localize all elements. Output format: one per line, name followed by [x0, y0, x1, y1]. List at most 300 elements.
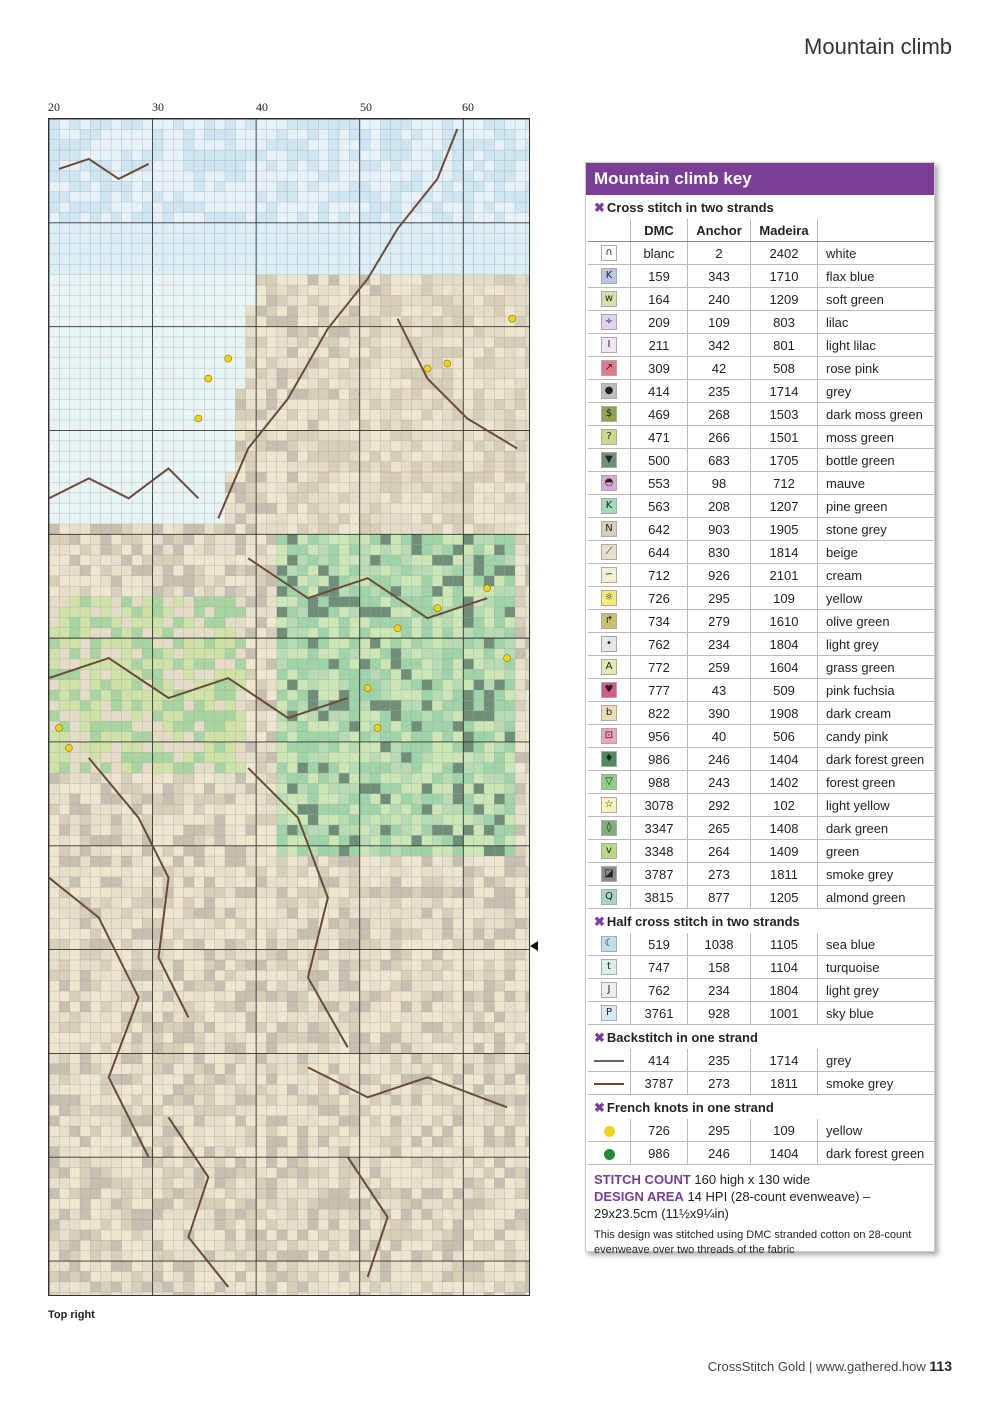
stitch-count — [586, 1165, 934, 1222]
anchor-code: 235 — [688, 1049, 751, 1072]
madeira-code: 508 — [751, 357, 818, 380]
madeira-code: 1705 — [751, 449, 818, 472]
symbol-swatch: K — [601, 268, 617, 284]
dmc-code: 822 — [631, 702, 688, 725]
colour-name: dark moss green — [818, 403, 935, 426]
key-row — [588, 472, 934, 495]
dmc-code: 712 — [631, 564, 688, 587]
key-row — [588, 495, 934, 518]
madeira-code: 1207 — [751, 495, 818, 518]
madeira-code: 1503 — [751, 403, 818, 426]
design-area-value: 14 HPI (28-count evenweave) – 29x23.5cm (11½x9¼in) — [594, 1189, 871, 1221]
key-row — [588, 265, 934, 288]
symbol-swatch: ☼ — [601, 590, 617, 606]
key-row — [588, 633, 934, 656]
dmc-code: 414 — [631, 1049, 688, 1072]
symbol-col-header — [588, 219, 631, 242]
dmc-code: 164 — [631, 288, 688, 311]
symbol-swatch: ⊡ — [601, 728, 617, 744]
backstitch-line-icon — [594, 1083, 624, 1085]
dmc-code: 500 — [631, 449, 688, 472]
symbol-swatch: K — [601, 498, 617, 514]
key-row — [588, 979, 934, 1002]
anchor-code: 877 — [688, 886, 751, 909]
anchor-code: 295 — [688, 587, 751, 610]
symbol-swatch: b — [601, 705, 617, 721]
cross-mark-icon: ✖ — [594, 1030, 605, 1045]
symbol-swatch: A — [601, 659, 617, 675]
dmc-code: 988 — [631, 771, 688, 794]
section-header-cross: ✖ Cross stitch in two strands — [594, 200, 774, 215]
colour-name: grass green — [818, 656, 935, 679]
chart-column-numbers — [48, 100, 530, 114]
key-row — [588, 357, 934, 380]
dmc-code: 747 — [631, 956, 688, 979]
colour-name: light lilac — [818, 334, 935, 357]
madeira-code: 1811 — [751, 1072, 818, 1095]
key-row — [588, 1072, 934, 1095]
key-row — [588, 725, 934, 748]
anchor-code: 926 — [688, 564, 751, 587]
colour-name: yellow — [818, 587, 935, 610]
french-knot — [424, 365, 431, 372]
madeira-code: 1409 — [751, 840, 818, 863]
design-area-label: DESIGN AREA — [594, 1189, 684, 1204]
french-knot — [444, 360, 451, 367]
colour-name: turquoise — [818, 956, 935, 979]
symbol-swatch: ● — [601, 383, 617, 399]
key-row — [588, 702, 934, 725]
madeira-code: 1814 — [751, 541, 818, 564]
key-row — [588, 541, 934, 564]
key-row — [588, 587, 934, 610]
key-title: Mountain climb key — [586, 163, 934, 195]
french-knot — [55, 724, 62, 731]
key-row — [588, 449, 934, 472]
column-number: 20 — [48, 100, 60, 114]
dmc-code: 734 — [631, 610, 688, 633]
anchor-code: 295 — [688, 1119, 751, 1142]
dmc-code: 956 — [631, 725, 688, 748]
madeira-code: 1104 — [751, 956, 818, 979]
website: www.gathered.how — [815, 1359, 926, 1374]
backstitch-line-icon — [594, 1060, 624, 1062]
key-row — [588, 1049, 934, 1072]
chart-grid — [49, 119, 529, 1295]
colour-name: moss green — [818, 426, 935, 449]
colour-name: green — [818, 840, 935, 863]
colour-name: lilac — [818, 311, 935, 334]
chart-caption: Top right — [48, 1309, 95, 1321]
dmc-code: 3348 — [631, 840, 688, 863]
madeira-code: 1404 — [751, 748, 818, 771]
key-symbol — [588, 1119, 631, 1142]
key-symbol — [588, 1072, 631, 1095]
colour-name: pine green — [818, 495, 935, 518]
key-row — [588, 426, 934, 449]
colour-name: smoke grey — [818, 863, 935, 886]
key-row — [588, 564, 934, 587]
cross-mark-icon: ✖ — [594, 200, 605, 215]
colour-name: cream — [818, 564, 935, 587]
french-knot — [374, 724, 381, 731]
cross-mark-icon: ✖ — [594, 1100, 605, 1115]
anchor-code: 273 — [688, 1072, 751, 1095]
cross-stitch-chart — [48, 118, 530, 1296]
key-symbol — [588, 794, 631, 817]
anchor-code: 158 — [688, 956, 751, 979]
colour-name: bottle green — [818, 449, 935, 472]
key-row — [588, 1002, 934, 1025]
dmc-code: 762 — [631, 633, 688, 656]
key-symbol — [588, 656, 631, 679]
anchor-code: 683 — [688, 449, 751, 472]
key-row — [588, 840, 934, 863]
french-knot — [195, 415, 202, 422]
symbol-swatch: ↱ — [601, 613, 617, 629]
symbol-swatch: ▽ — [601, 774, 617, 790]
anchor-code: 109 — [688, 311, 751, 334]
key-symbol — [588, 748, 631, 771]
anchor-code: 43 — [688, 679, 751, 702]
page-footer: CrossStitch Gold | www.gathered.how 113 — [707, 1358, 952, 1374]
key-row — [588, 311, 934, 334]
french-knot-table — [588, 1119, 934, 1165]
dmc-code: 726 — [631, 587, 688, 610]
key-symbol — [588, 610, 631, 633]
dmc-code: 553 — [631, 472, 688, 495]
key-symbol — [588, 725, 631, 748]
key-symbol — [588, 541, 631, 564]
key-symbol — [588, 817, 631, 840]
cross-stitch-table — [588, 219, 934, 909]
key-row — [588, 956, 934, 979]
key-row — [588, 748, 934, 771]
colour-name: dark forest green — [818, 748, 935, 771]
madeira-code: 803 — [751, 311, 818, 334]
madeira-code: 801 — [751, 334, 818, 357]
french-knot — [65, 744, 72, 751]
madeira-code: 509 — [751, 679, 818, 702]
anchor-code: 343 — [688, 265, 751, 288]
colour-name: candy pink — [818, 725, 935, 748]
anchor-code: 42 — [688, 357, 751, 380]
anchor-code: 240 — [688, 288, 751, 311]
colour-name: light grey — [818, 979, 935, 1002]
colour-name: grey — [818, 380, 935, 403]
symbol-swatch: ÷ — [601, 314, 617, 330]
dmc-code: 211 — [631, 334, 688, 357]
colour-name: light yellow — [818, 794, 935, 817]
dmc-code: 309 — [631, 357, 688, 380]
french-knot — [205, 375, 212, 382]
symbol-swatch: • — [601, 636, 617, 652]
key-symbol — [588, 334, 631, 357]
madeira-col-header: Madeira — [751, 219, 818, 242]
french-knot — [225, 355, 232, 362]
anchor-code: 234 — [688, 979, 751, 1002]
dmc-code: 644 — [631, 541, 688, 564]
madeira-code: 109 — [751, 587, 818, 610]
page-number: 113 — [929, 1358, 952, 1374]
dmc-code: 563 — [631, 495, 688, 518]
key-symbol — [588, 357, 631, 380]
colour-name: light grey — [818, 633, 935, 656]
key-symbol — [588, 1002, 631, 1025]
column-number: 50 — [360, 100, 372, 114]
madeira-code: 1811 — [751, 863, 818, 886]
key-row — [588, 1119, 934, 1142]
column-number: 30 — [152, 100, 164, 114]
madeira-code: 1408 — [751, 817, 818, 840]
symbol-swatch: ☆ — [601, 797, 617, 813]
key-row — [588, 518, 934, 541]
key-row — [588, 679, 934, 702]
dmc-code: blanc — [631, 242, 688, 265]
symbol-swatch: ▼ — [601, 452, 617, 468]
french-knot — [364, 685, 371, 692]
anchor-code: 928 — [688, 1002, 751, 1025]
anchor-code: 259 — [688, 656, 751, 679]
key-symbol — [588, 265, 631, 288]
dmc-code: 3078 — [631, 794, 688, 817]
key-row — [588, 933, 934, 956]
colour-name: beige — [818, 541, 935, 564]
page-title: Mountain climb — [804, 34, 952, 59]
colour-name: rose pink — [818, 357, 935, 380]
colour-name: yellow — [818, 1119, 935, 1142]
key-symbol — [588, 288, 631, 311]
dmc-code: 762 — [631, 979, 688, 1002]
colour-name: flax blue — [818, 265, 935, 288]
dmc-code: 772 — [631, 656, 688, 679]
column-number: 40 — [256, 100, 268, 114]
key-panel — [585, 162, 935, 1256]
key-symbol — [588, 702, 631, 725]
key-row — [588, 288, 934, 311]
symbol-swatch: v — [601, 843, 617, 859]
section-header-french: ✖ French knots in one strand — [594, 1100, 774, 1115]
madeira-code: 1804 — [751, 979, 818, 1002]
symbol-swatch: ♦ — [601, 751, 617, 767]
key-row — [588, 771, 934, 794]
colour-name: forest green — [818, 771, 935, 794]
symbol-swatch: ♥ — [601, 682, 617, 698]
key-row — [588, 794, 934, 817]
anchor-code: 273 — [688, 863, 751, 886]
anchor-code: 1038 — [688, 933, 751, 956]
key-symbol — [588, 956, 631, 979]
key-symbol — [588, 633, 631, 656]
half-cross-table — [588, 933, 934, 1025]
dmc-code: 3787 — [631, 1072, 688, 1095]
symbol-swatch: ⟋ — [601, 544, 617, 560]
symbol-swatch: ◊ — [601, 820, 617, 836]
colour-name: smoke grey — [818, 1072, 935, 1095]
key-symbol — [588, 403, 631, 426]
backstitch-table — [588, 1049, 934, 1095]
key-row — [588, 817, 934, 840]
colour-name: dark green — [818, 817, 935, 840]
key-row — [588, 863, 934, 886]
colour-name: almond green — [818, 886, 935, 909]
dmc-code: 777 — [631, 679, 688, 702]
anchor-code: 292 — [688, 794, 751, 817]
symbol-swatch: P — [601, 1005, 617, 1021]
colour-name: grey — [818, 1049, 935, 1072]
symbol-swatch: Q — [601, 889, 617, 905]
madeira-code: 712 — [751, 472, 818, 495]
colour-name: white — [818, 242, 935, 265]
dmc-code: 209 — [631, 311, 688, 334]
dmc-code: 986 — [631, 748, 688, 771]
key-symbol — [588, 679, 631, 702]
key-symbol — [588, 311, 631, 334]
madeira-code: 1205 — [751, 886, 818, 909]
symbol-swatch: ↗ — [601, 360, 617, 376]
french-knot — [504, 655, 511, 662]
colour-name: soft green — [818, 288, 935, 311]
symbol-swatch: ◓ — [601, 475, 617, 491]
anchor-code: 246 — [688, 1142, 751, 1165]
madeira-code: 1610 — [751, 610, 818, 633]
symbol-swatch: I — [601, 337, 617, 353]
anchor-code: 2 — [688, 242, 751, 265]
dmc-code: 414 — [631, 380, 688, 403]
colour-name: dark cream — [818, 702, 935, 725]
dmc-col-header: DMC — [631, 219, 688, 242]
madeira-code: 1001 — [751, 1002, 818, 1025]
anchor-code: 235 — [688, 380, 751, 403]
anchor-code: 243 — [688, 771, 751, 794]
dmc-code: 3761 — [631, 1002, 688, 1025]
dmc-code: 642 — [631, 518, 688, 541]
madeira-code: 506 — [751, 725, 818, 748]
madeira-code: 102 — [751, 794, 818, 817]
key-row — [588, 334, 934, 357]
dmc-code: 3815 — [631, 886, 688, 909]
key-symbol — [588, 840, 631, 863]
section-header-backstitch: ✖ Backstitch in one strand — [594, 1030, 758, 1045]
anchor-code: 98 — [688, 472, 751, 495]
symbol-swatch: ◪ — [601, 866, 617, 882]
colour-name: pink fuchsia — [818, 679, 935, 702]
anchor-code: 390 — [688, 702, 751, 725]
madeira-code: 1908 — [751, 702, 818, 725]
stitch-count-label: STITCH COUNT — [594, 1172, 691, 1187]
madeira-code: 1105 — [751, 933, 818, 956]
madeira-code: 1402 — [751, 771, 818, 794]
colour-name: mauve — [818, 472, 935, 495]
colour-name: sea blue — [818, 933, 935, 956]
anchor-code: 903 — [688, 518, 751, 541]
cross-mark-icon: ✖ — [594, 914, 605, 929]
dmc-code: 3347 — [631, 817, 688, 840]
key-symbol — [588, 771, 631, 794]
colour-name: olive green — [818, 610, 935, 633]
anchor-code: 264 — [688, 840, 751, 863]
french-knot — [484, 585, 491, 592]
madeira-code: 1404 — [751, 1142, 818, 1165]
key-symbol — [588, 1049, 631, 1072]
symbol-swatch: ∽ — [601, 567, 617, 583]
colour-name: dark forest green — [818, 1142, 935, 1165]
key-symbol — [588, 1142, 631, 1165]
key-symbol — [588, 518, 631, 541]
anchor-code: 830 — [688, 541, 751, 564]
anchor-code: 40 — [688, 725, 751, 748]
symbol-swatch: t — [601, 959, 617, 975]
key-symbol — [588, 564, 631, 587]
key-symbol — [588, 863, 631, 886]
key-row — [588, 610, 934, 633]
key-row — [588, 403, 934, 426]
french-knot — [394, 625, 401, 632]
dmc-code: 159 — [631, 265, 688, 288]
dmc-code: 3787 — [631, 863, 688, 886]
name-col-header — [818, 219, 935, 242]
key-symbol — [588, 449, 631, 472]
center-marker-arrow-icon — [530, 941, 538, 951]
dmc-code: 519 — [631, 933, 688, 956]
key-symbol — [588, 472, 631, 495]
dmc-code: 471 — [631, 426, 688, 449]
madeira-code: 1209 — [751, 288, 818, 311]
key-row — [588, 380, 934, 403]
key-symbol — [588, 886, 631, 909]
key-row — [588, 886, 934, 909]
madeira-code: 1905 — [751, 518, 818, 541]
key-row — [588, 1142, 934, 1165]
anchor-code: 279 — [688, 610, 751, 633]
madeira-code: 1710 — [751, 265, 818, 288]
colour-name: stone grey — [818, 518, 935, 541]
french-knot — [509, 315, 516, 322]
french-knot — [434, 605, 441, 612]
symbol-swatch: N — [601, 521, 617, 537]
symbol-swatch: $ — [601, 406, 617, 422]
column-number: 60 — [462, 100, 474, 114]
thread-note: This design was stitched using DMC stranded cotton on 28-count evenweave over two threads of the fabric — [594, 1229, 912, 1256]
symbol-swatch: J — [601, 982, 617, 998]
madeira-code: 1501 — [751, 426, 818, 449]
magazine-name: CrossStitch Gold — [707, 1359, 806, 1374]
key-symbol — [588, 242, 631, 265]
anchor-code: 234 — [688, 633, 751, 656]
anchor-code: 246 — [688, 748, 751, 771]
symbol-swatch: ? — [601, 429, 617, 445]
madeira-code: 1714 — [751, 380, 818, 403]
anchor-code: 266 — [688, 426, 751, 449]
madeira-code: 1804 — [751, 633, 818, 656]
anchor-code: 208 — [688, 495, 751, 518]
symbol-swatch: w — [601, 291, 617, 307]
stitch-count-value: 160 high x 130 wide — [694, 1172, 811, 1187]
key-symbol — [588, 587, 631, 610]
anchor-code: 268 — [688, 403, 751, 426]
dmc-code: 469 — [631, 403, 688, 426]
anchor-col-header: Anchor — [688, 219, 751, 242]
madeira-code: 2101 — [751, 564, 818, 587]
key-symbol — [588, 380, 631, 403]
dmc-code: 726 — [631, 1119, 688, 1142]
symbol-swatch: ☾ — [601, 936, 617, 952]
french-knot-icon — [604, 1149, 615, 1160]
key-row — [588, 656, 934, 679]
dmc-code: 986 — [631, 1142, 688, 1165]
french-knot-icon — [604, 1126, 615, 1137]
colour-name: sky blue — [818, 1002, 935, 1025]
